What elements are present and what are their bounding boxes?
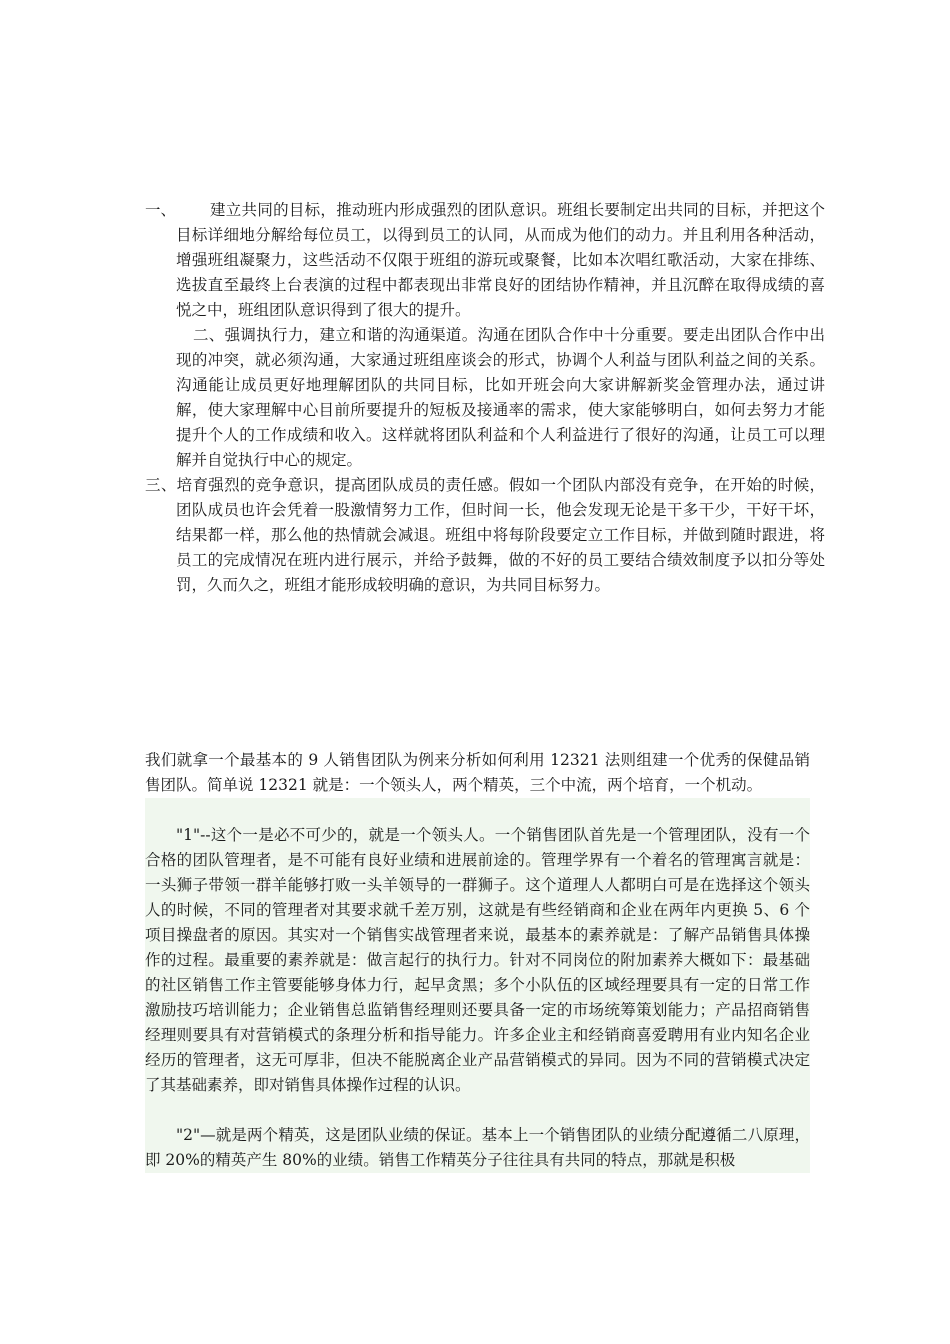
list-item-1-text: 建立共同的目标，推动班内形成强烈的团队意识。班组长要制定出共同的目标，并把这个目标详细地分解给每位员工，以得到员工的认同，从而成为他们的动力。并且利用各种活动，增强班组凝聚力，这些活动不仅限于班组的游玩或聚餐，比如本次唱红歌活动，大家在排练、选拔直至最终上台表演的过程中都表现出非常良好的团结协作精神，并且沉醉在取得成绩的喜悦之中，班组团队意识得到了很大的提升。 [176, 201, 825, 319]
list-item-2: 二、强调执行力，建立和谐的沟通渠道。沟通在团队合作中十分重要。要走出团队合作中出现的冲突，就必须沟通，大家通过班组座谈会的形式，协调个人利益与团队利益之间的关系。沟通能让成员更好地理解团队的共同目标，比如开班会向大家讲解新奖金管理办法，通过讲解，使大家理解中心目前所要提升的短板及接通率的需求，使大家能够明白，如何去努力才能提升个人的工作成绩和收入。这样就将团队利益和个人利益进行了很好的沟通，让员工可以理解并自觉执行中心的规定。 [176, 326, 825, 469]
list-item-1-number: 一、 [145, 201, 177, 219]
intro-paragraph: 我们就拿一个最基本的 9 人销售团队为例来分析如何利用 12321 法则组建一个优秀的保健品销售团队。简单说 12321 就是：一个领头人，两个精英，三个中流，两个培育，一个机动。 [145, 751, 810, 794]
rule-1-paragraph: "1"--这个一是必不可少的，就是一个领头人。一个销售团队首先是一个管理团队，没有一个合格的团队管理者，是不可能有良好业绩和进展前途的。管理学界有一个着名的管理寓言就是：一头狮子带领一群羊能够打败一头羊领导的一群狮子。这个道理人人都明白可是在选择这个领头人的时候，不同的管理者对其要求就千差万别，这就是有些经销商和企业在两年内更换 5、6 个项目操盘者的原因。其实对一个销售实战管理者来说，最基本的素养就是：了解产品销售具体操作的过程。最重要的素养就是：做言起行的执行力。针对不同岗位的附加素养大概如下：最基础的社区销售工作主管要能够身体力行，起早贪黑；多个小队伍的区域经理要具有一定的日常工作激励技巧培训能力；企业销售总监销售经理则还要具备一定的市场统筹策划能力；产品招商销售经理则要具有对营销模式的条理分析和指导能力。许多企业主和经销商喜爱聘用有业内知名企业经历的管理者，这无可厚非，但决不能脱离企业产品营销模式的异同。因为不同的营销模式决定了其基础素养，即对销售具体操作过程的认识。 [145, 823, 810, 1098]
list-item-3: 三、培育强烈的竞争意识，提高团队成员的责任感。假如一个团队内部没有竞争，在开始的时候，团队成员也许会凭着一股激情努力工作，但时间一长，他会发现无论是干多干少，干好干坏，结果都一样，那么他的热情就会减退。班组中将每阶段要定立工作目标，并做到随时跟进，将员工的完成情况在班内进行展示，并给予鼓舞，做的不好的员工要结合绩效制度予以扣分等处罚，久而久之，班组才能形成较明确的意识，为共同目标努力。 [145, 476, 825, 594]
team-building-section [145, 198, 825, 598]
rule-2-paragraph: "2"—就是两个精英，这是团队业绩的保证。基本上一个销售团队的业绩分配遵循二八原理，即 20%的精英产生 80%的业绩。销售工作精英分子往往具有共同的特点，那就是积极 [145, 1123, 810, 1173]
sales-team-section [145, 748, 810, 1173]
paragraph-spacer [145, 798, 810, 823]
list-item-1 [145, 198, 825, 323]
paragraph-spacer [145, 1098, 810, 1123]
